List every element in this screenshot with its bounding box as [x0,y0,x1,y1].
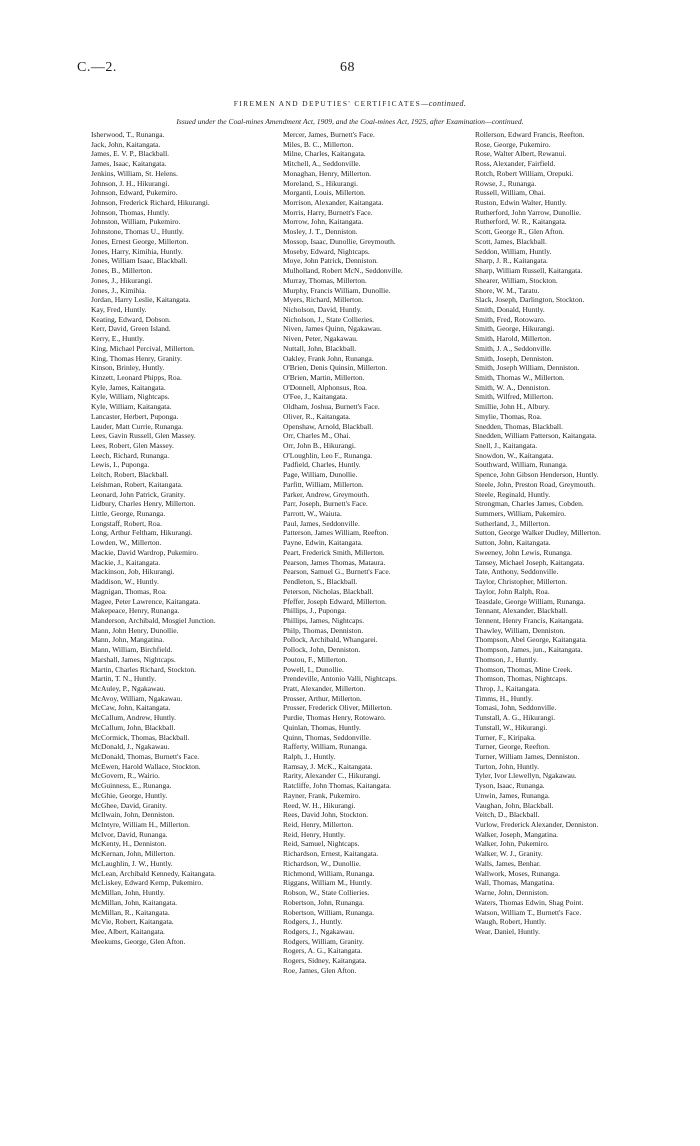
certificate-entry: McIvor, David, Runanga. [91,829,168,839]
certificate-entry: Tomasi, John, Seddonville. [475,703,557,713]
certificate-entry: McMillan, John, Kaitangata. [91,897,178,907]
certificate-entry: Tunstall, A. G., Hikurangi. [475,713,556,723]
certificate-entry: Mann, William, Birchfield. [91,645,173,655]
certificate-entry: Warne, John, Denniston. [475,888,549,898]
certificate-entry: Jones, Harry, Kimihia, Huntly. [91,246,183,256]
certificate-entry: Murphy, Francis William, Dunollie. [283,285,391,295]
certificate-entry: Makepeace, Henry, Runanga. [91,606,180,616]
certificate-entry: O'Loughlin, Leo F., Runanga. [283,450,373,460]
certificate-entry: Mulholland, Robert McN., Seddonville. [283,266,403,276]
certificate-entry: Rutherford, W. R., Kaitangata. [475,217,567,227]
certificate-entry: Nuttall, John, Blackball. [283,343,357,353]
certificate-entry: Ramsay, J. McK., Kaitangata. [283,761,373,771]
certificate-entry: Parfitt, William, Millerton. [283,479,364,489]
names-column-2 [283,130,469,976]
certificate-entry: McLean, Archibald Kennedy, Kaitangata. [91,868,216,878]
certificate-entry: Jenkins, William, St. Helens. [91,168,178,178]
certificate-entry: Snedden, Thomas, Blackball. [475,421,563,431]
certificate-entry: Smylie, Thomas, Roa. [475,411,542,421]
certificate-entry: Walker, W. J., Granity. [475,849,543,859]
certificate-entry: McMillan, John, Huntly. [91,888,165,898]
certificate-entry: Shearer, William, Stockton. [475,275,558,285]
certificate-entry: Rees, David John, Stockton. [283,810,368,820]
certificate-entry: Mitchell, A., Seddonville. [283,159,361,169]
certificate-entry: Little, George, Runanga. [91,509,166,519]
page-number: 68 [340,60,355,75]
certificate-entry: Vaughan, John, Blackball. [475,800,554,810]
certificate-entry: Robertson, William, Runanga. [283,907,375,917]
certificate-entry: Turner, William James, Denniston. [475,752,580,761]
certificate-entry: Rarity, Alexander C., Hikurangi. [283,771,381,781]
certificate-entry: Niven, Peter, Ngakawau. [283,334,358,344]
certificate-entry: Pollock, Archibald, Whangarei. [283,635,378,645]
certificate-entry: Oldham, Joshua, Burnett's Face. [283,402,380,412]
certificate-entry: Thomson, J., Huntly. [475,654,538,664]
certificate-entry: Marshall, James, Nightcaps. [91,654,176,664]
certificate-entry: Taylor, Christopher, Millerton. [475,577,567,587]
certificate-entry: Manderson, Archibald, Mosgiel Junction. [91,615,216,625]
certificate-entry: Moreland, S., Hikurangi. [283,178,358,188]
certificate-entry: Mann, John Henry, Dunollie. [91,625,179,635]
certificate-entry: Sutherland, J., Millerton. [475,518,550,528]
certificate-entry: Rogers, Sidney, Kaitangata. [283,956,367,966]
certificate-entry: Smith, J. A., Seddonville. [475,343,552,353]
certificate-entry: King, Thomas Henry, Granity. [91,353,182,363]
certificate-entry: Rodgers, J., Huntly. [283,917,343,927]
certificate-entry: Longstaff, Robert, Roa. [91,518,162,528]
certificate-entry: King, Michael Percival, Millerton. [91,343,195,353]
certificate-entry: Tyson, Isaac, Runanga. [475,781,545,791]
certificate-entry: Ratcliffe, John Thomas, Kaitangata. [283,781,392,791]
certificate-entry: Tate, Anthony, Seddonville. [475,567,559,577]
certificate-entry: McVie, Robert, Kaitangata. [91,917,174,927]
certificate-entry: Mackinson, Job, Hikurangi. [91,567,175,577]
certificate-entry: Johnston, William, Pukemiro. [91,217,181,227]
certificate-entry: Lees, Gavin Russell, Glen Massey. [91,431,196,441]
certificate-entry: McKenty, H., Denniston. [91,839,167,849]
certificate-entry: McCormick, Thomas, Blackball. [91,732,190,742]
certificate-entry: Sharp, William Russell, Kaitangata. [475,266,583,276]
section-title-suffix: —continued. [421,99,467,108]
certificate-entry: Smith, Joseph, Denniston. [475,353,554,363]
certificate-entry: Quinlan, Thomas, Huntly. [283,722,361,732]
certificate-entry: Turner, George, Reefton. [475,742,550,752]
certificate-entry: Page, William, Dunollie. [283,470,358,480]
certificate-entry: Kerr, David, Green Island. [91,324,171,334]
certificate-entry: Timms, H., Huntly. [475,693,534,703]
certificate-entry: O'Brien, Denis Quinsin, Millerton. [283,363,388,373]
certificate-entry: Morris, Harry, Burnett's Face. [283,207,373,217]
certificate-entry: McEwen, Harold Wallace, Stockton. [91,761,201,771]
certificate-entry: Jordan, Harry Leslie, Kaitangata. [91,295,191,305]
certificate-entry: Mosley, J. T., Denniston. [283,227,358,237]
certificate-entry: Morganti, Louis, Millerton. [283,188,366,198]
certificate-entry: McAuley, P., Ngakawau. [91,683,166,693]
certificate-entry: Padfield, Charles, Huntly. [283,460,361,470]
certificate-entry: Reid, Henry, Millerton. [283,820,354,830]
certificate-entry: Sutton, John, Kaitangata. [475,538,551,548]
certificate-entry: Turton, John, Huntly. [475,761,540,771]
certificate-entry: Lancaster, Herbert, Puponga. [91,411,179,421]
certificate-entry: Vurlow, Frederick Alexander, Denniston. [475,820,599,830]
certificate-entry: Ralph, J., Huntly. [283,752,336,761]
certificate-entry: Poutou, F., Millerton. [283,654,348,664]
certificate-entry: O'Fee, J., Kaitangata. [283,392,348,402]
certificate-entry: Richardson, W., Dunollie. [283,858,361,868]
certificate-entry: Nicholson, J., State Collieries. [283,314,375,324]
certificate-entry: McLiskey, Edward Kemp, Pukemiro. [91,878,203,888]
certificate-entry: McIlwain, John, Denniston. [91,810,175,820]
certificate-entry: Turner, F., Kiripaka. [475,732,536,742]
certificate-entry: Jones, Ernest George, Millerton. [91,236,189,246]
certificate-entry: Morrow, John, Kaitangata. [283,217,364,227]
certificate-entry: Rodgers, J., Ngakawau. [283,926,355,936]
certificate-entry: Peterson, Nicholas, Blackball. [283,586,374,596]
certificate-entry: Leitch, Robert, Blackball. [91,470,169,480]
certificate-entry: Wallwork, Moses, Runanga. [475,868,561,878]
certificate-entry: McGhie, George, Huntly. [91,790,168,800]
certificate-entry: Throp, J., Kaitangata. [475,683,540,693]
certificate-entry: Oakley, Frank John, Runanga. [283,353,374,363]
certificate-entry: Pendleton, S., Blackball. [283,577,358,587]
certificate-entry: Purdie, Thomas Henry, Rotowaro. [283,713,386,723]
certificate-entry: Thompson, Abel George, Kaitangata. [475,635,587,645]
certificate-entry: Monaghan, Henry, Millerton. [283,168,372,178]
certificate-entry: Jones, J., Kimihia. [91,285,147,295]
certificate-entry: Walker, John, Pukemiro. [475,839,549,849]
certificate-entry: Paul, James, Seddonville. [283,518,360,528]
certificate-entry: Kinson, Brinley, Huntly. [91,363,165,373]
section-title-caps: FIREMEN AND DEPUTIES' CERTIFICATES [233,99,422,108]
certificate-entry: Jones, J., Hikurangi. [91,275,153,285]
certificate-entry: McAvoy, William, Ngakawau. [91,693,183,703]
certificate-entry: Summers, William, Pukemiro. [475,509,567,519]
certificate-entry: McGuinness, E., Runanga. [91,781,172,791]
certificate-entry: McDonald, J., Ngakawau. [91,742,170,752]
certificate-entry: Murray, Thomas, Millerton. [283,275,367,285]
certificate-entry: Powell, I., Dunollie. [283,664,344,674]
certificate-entry: Smith, Donald, Huntly. [475,304,545,314]
certificate-entry: Robson, W., State Collieries. [283,888,370,898]
certificate-entry: Long, Arthur Feltham, Hikurangi. [91,528,193,538]
certificate-entry: Kerry, E., Huntly. [91,334,145,344]
certificate-entry: Prosser, Arthur, Millerton. [283,693,362,703]
certificate-entry: Veitch, D., Blackball. [475,810,540,820]
certificate-entry: Magnigan, Thomas, Roa. [91,586,167,596]
certificate-entry: Mee, Albert, Kaitangata. [91,926,165,936]
certificate-entry: Meekums, George, Glen Afton. [91,936,186,946]
certificate-entry: Smith, Wilfred, Millerton. [475,392,554,402]
certificate-entry: Russell, William, Ohai. [475,188,546,198]
certificate-entry: Orr, Charles M., Ohai. [283,431,351,441]
certificate-entry: Ross, Alexander, Fairfield. [475,159,556,169]
certificate-entry: Openshaw, Arnold, Blackball. [283,421,374,431]
certificate-entry: Lauder, Matt Currie, Runanga. [91,421,184,431]
certificate-entry: Scott, James, Blackball. [475,236,547,246]
certificate-entry: Tennant, Alexander, Blackball. [475,606,568,616]
certificate-entry: Smith, Thomas W., Millerton. [475,372,565,382]
certificate-entry: Shore, W. M., Taratu. [475,285,540,295]
certificate-entry: Phillips, J., Puponga. [283,606,347,616]
certificate-entry: McIntyre, William H., Millerton. [91,820,190,830]
certificate-entry: Rutherford, John Yarrow, Dunollie. [475,207,581,217]
certificate-entry: Maddison, W., Huntly. [91,577,159,587]
certificate-entry: Rose, Walter Albert, Rewanui. [475,149,567,159]
certificate-entry: Richmond, William, Runanga. [283,868,375,878]
certificate-entry: Lidbury, Charles Henry, Millerton. [91,499,196,509]
certificate-entry: Reed, W. H., Hikurangi. [283,800,356,810]
certificate-entry: Parrott, W., Waiuta. [283,509,342,519]
certificate-entry: Martin, T. N., Huntly. [91,674,157,684]
certificate-entry: Moye, John Patrick, Denniston. [283,256,378,266]
certificate-entry: Mackie, David Wardrop, Pukemiro. [91,547,199,557]
certificate-entry: Mercer, James, Burnett's Face. [283,130,375,139]
section-intro: Issued under the Coal-mines Amendment Act, 1909, and the Coal-mines Act, 1925, after Examination—continued. [176,117,524,126]
certificate-entry: Rodgers, William, Granity. [283,936,364,946]
certificate-entry: Johnson, Frederick Richard, Hikurangi. [91,198,210,208]
certificate-entry: Tyler, Ivor Llewellyn, Ngakawau. [475,771,577,781]
certificate-entry: Walls, James, Benhar. [475,858,541,868]
certificate-entry: McCallum, John, Blackball. [91,722,176,732]
certificate-entry: Watson, William T., Burnett's Face. [475,907,582,917]
certificate-entry: Parker, Andrew, Greymouth. [283,489,370,499]
certificate-entry: McGovern, R., Wairio. [91,771,160,781]
certificate-entry: Moseby, Edward, Nightcaps. [283,246,370,256]
certificate-entry: McCaw, John, Kaitangata. [91,703,171,713]
certificate-entry: Leech, Richard, Runanga. [91,450,170,460]
certificate-entry: Southward, William, Runanga. [475,460,568,470]
certificate-entry: Snell, J., Kaitangata. [475,441,538,450]
certificate-entry: Rowse, J., Runanga. [475,178,537,188]
certificate-entry: Lees, Robert, Glen Massey. [91,441,174,450]
certificate-entry: McLaughlin, J. W., Huntly. [91,858,173,868]
certificate-entry: Robertson, John, Runanga. [283,897,365,907]
certificate-entry: Philp, Thomas, Denniston. [283,625,364,635]
certificate-entry: Thomson, Thomas, Mine Creek. [475,664,573,674]
certificate-entry: Kay, Fred, Huntly. [91,304,147,314]
certificate-entry: Strongman, Charles James, Cobden. [475,499,584,509]
certificate-entry: Smith, Joseph William, Denniston. [475,363,580,373]
certificate-entry: Rotch, Robert William, Orepuki. [475,168,574,178]
certificate-entry: O'Donnell, Alphonsus, Roa. [283,382,368,392]
certificate-entry: O'Brien, Martin, Millerton. [283,372,365,382]
certificate-entry: Sweeney, John Lewis, Runanga. [475,547,572,557]
certificate-entry: Pfeffer, Joseph Edward, Millerton. [283,596,387,606]
certificate-entry: Patterson, James William, Reefton. [283,528,389,538]
certificate-entry: Prosser, Frederick Oliver, Millerton. [283,703,392,713]
certificate-entry: Slack, Joseph, Darlington, Stockton. [475,295,585,305]
certificate-entry: Johnstone, Thomas U., Huntly. [91,227,184,237]
certificate-entry: Rogers, A. G., Kaitangata. [283,946,363,956]
names-column-1 [91,130,277,946]
certificate-entry: Waugh, Robert, Huntly. [475,917,547,927]
certificate-entry: Morrison, Alexander, Kaitangata. [283,198,384,208]
certificate-entry: Lowden, W., Millerton. [91,538,162,548]
certificate-entry: Jones, William Isaac, Blackball. [91,256,188,266]
certificate-entry: Rafferty, William, Runanga. [283,742,368,752]
certificate-entry: Pratt, Alexander, Millerton. [283,683,366,693]
certificate-entry: Johnson, Edward, Pukemiro. [91,188,178,198]
certificate-entry: Mossop, Isaac, Dunollie, Greymouth. [283,236,396,246]
certificate-entry: Peart, Frederick Smith, Millerton. [283,547,385,557]
certificate-entry: Spence, John Gibson Henderson, Huntly. [475,470,599,480]
certificate-entry: Riggans, William M., Huntly. [283,878,372,888]
certificate-entry: Mann, John, Mangatina. [91,635,165,645]
certificate-entry: McGhee, David, Granity. [91,800,167,810]
certificate-entry: Payne, Edwin, Kaitangata. [283,538,363,548]
certificate-entry: Orr, John B., Hikurangi. [283,441,356,450]
certificate-entry: Tunstall, W., Hikurangi. [475,722,548,732]
certificate-entry: Myers, Richard, Millerton. [283,295,364,305]
certificate-entry: Smith, Harold, Millerton. [475,334,552,344]
certificate-entry: Mackie, J., Kaitangata. [91,557,161,567]
certificate-entry: Wear, Daniel, Huntly. [475,926,541,936]
certificate-entry: Steele, Reginald, Huntly. [475,489,551,499]
certificate-entry: Sutton, George Walker Dudley, Millerton. [475,528,601,538]
certificate-entry: Kinzett, Leonard Phipps, Roa. [91,372,182,382]
certificate-entry: Smith, Fred, Rotowaro. [475,314,546,324]
certificate-entry: Steele, John, Preston Road, Greymouth. [475,479,595,489]
certificate-entry: Wall, Thomas, Mangatina. [475,878,555,888]
certificate-entry: Rollerson, Edward Francis, Reefton. [475,130,585,139]
certificate-entry: Isherwood, T., Runanga. [91,130,165,139]
certificate-entry: Sharp, J. R., Kaitangata. [475,256,548,266]
certificate-entry: Rayner, Frank, Pukemiro. [283,790,361,800]
certificate-entry: Milne, Charles, Kaitangata. [283,149,366,159]
certificate-entry: Pearson, Samuel G., Burnett's Face. [283,567,391,577]
certificate-entry: Kyle, William, Kaitangata. [91,402,172,412]
certificate-entry: Magee, Peter Lawrence, Kaitangata. [91,596,201,606]
certificate-entry: Waters, Thomas Edwin, Shag Point. [475,897,584,907]
certificate-entry: Ruston, Edwin Walter, Huntly. [475,198,567,208]
certificate-entry: Taylor, John Ralph, Roa. [475,586,550,596]
certificate-entry: McMillan, R., Kaitangata. [91,907,170,917]
certificate-entry: Kyle, James, Kaitangata. [91,382,166,392]
certificate-entry: Johnson, J. H., Hikurangi. [91,178,170,188]
certificate-entry: Keating, Edward, Dobson. [91,314,171,324]
certificate-entry: Reid, Henry, Huntly. [283,829,346,839]
certificate-entry: Parr, Joseph, Burnett's Face. [283,499,368,509]
certificate-entry: McCallum, Andrew, Huntly. [91,713,177,723]
certificate-entry: Phillips, James, Nightcaps. [283,615,365,625]
certificate-entry: Richardson, Ernest, Kaitangata. [283,849,379,859]
certificate-entry: Tennent, Henry Francis, Kaitangata. [475,615,584,625]
certificate-entry: Smith, George, Hikurangi. [475,324,555,334]
certificate-entry: Jack, John, Kaitangata. [91,139,161,149]
certificate-entry: Miles, B. C., Millerton. [283,139,354,149]
certificate-entry: Smillie, John H., Albury. [475,402,550,412]
certificate-entry: Walker, Joseph, Mangatina. [475,829,559,839]
certificate-entry: Snowdon, W., Kaitangata. [475,450,554,460]
certificate-entry: Pollock, John, Denniston. [283,645,361,655]
certificate-entry: Prendeville, Antonio Valli, Nightcaps. [283,674,398,684]
certificate-entry: Tansey, Michael Joseph, Kaitangata. [475,557,585,567]
certificate-entry: Roe, James, Glen Afton. [283,965,357,975]
certificate-entry: Snedden, William Patterson, Kaitangata. [475,431,597,441]
certificate-entry: Thawley, William, Denniston. [475,625,566,635]
section-title [0,99,700,108]
certificate-entry: Thomson, Thomas, Nightcaps. [475,674,568,684]
certificate-entry: Lewis, I., Puponga. [91,460,150,470]
certificate-entry: Nicholson, David, Huntly. [283,304,362,314]
certificate-entry: Seddon, William, Huntly. [475,246,552,256]
certificate-entry: Reid, Samuel, Nightcaps. [283,839,360,849]
certificate-entry: Niven, James Quinn, Ngakawau. [283,324,382,334]
certificate-entry: Quinn, Thomas, Seddonville. [283,732,371,742]
certificate-entry: Leishman, Robert, Kaitangata. [91,479,183,489]
certificate-entry: Jones, B., Millerton. [91,266,153,276]
certificate-entry: Johnson, Thomas, Huntly. [91,207,170,217]
certificate-entry: McDonald, Thomas, Burnett's Face. [91,752,200,761]
certificate-entry: Kyle, William, Nightcaps. [91,392,170,402]
certificate-entry: Rose, George, Pukemiro. [475,139,551,149]
certificate-entry: Pearson, James Thomas, Mataura. [283,557,386,567]
certificate-entry: Martin, Charles Richard, Stockton. [91,664,196,674]
certificate-entry: James, Isaac, Kaitangata. [91,159,167,169]
certificate-entry: Smith, W. A., Denniston. [475,382,551,392]
document-code: C.—2. [77,60,117,75]
certificate-entry: Thompson, James, jun., Kaitangata. [475,645,583,655]
certificate-entry: Scott, George R., Glen Afton. [475,227,565,237]
certificate-entry: Teasdale, George William, Runanga. [475,596,586,606]
certificate-entry: Leonard, John Patrick, Granity. [91,489,186,499]
names-column-3 [475,130,661,937]
certificate-entry: McKernan, John, Millerton. [91,849,175,859]
certificate-entry: Unwin, James, Runanga. [475,790,550,800]
certificate-entry: James, E. V. P., Blackball. [91,149,170,159]
certificate-entry: Oliver, R., Kaitangata. [283,411,351,421]
